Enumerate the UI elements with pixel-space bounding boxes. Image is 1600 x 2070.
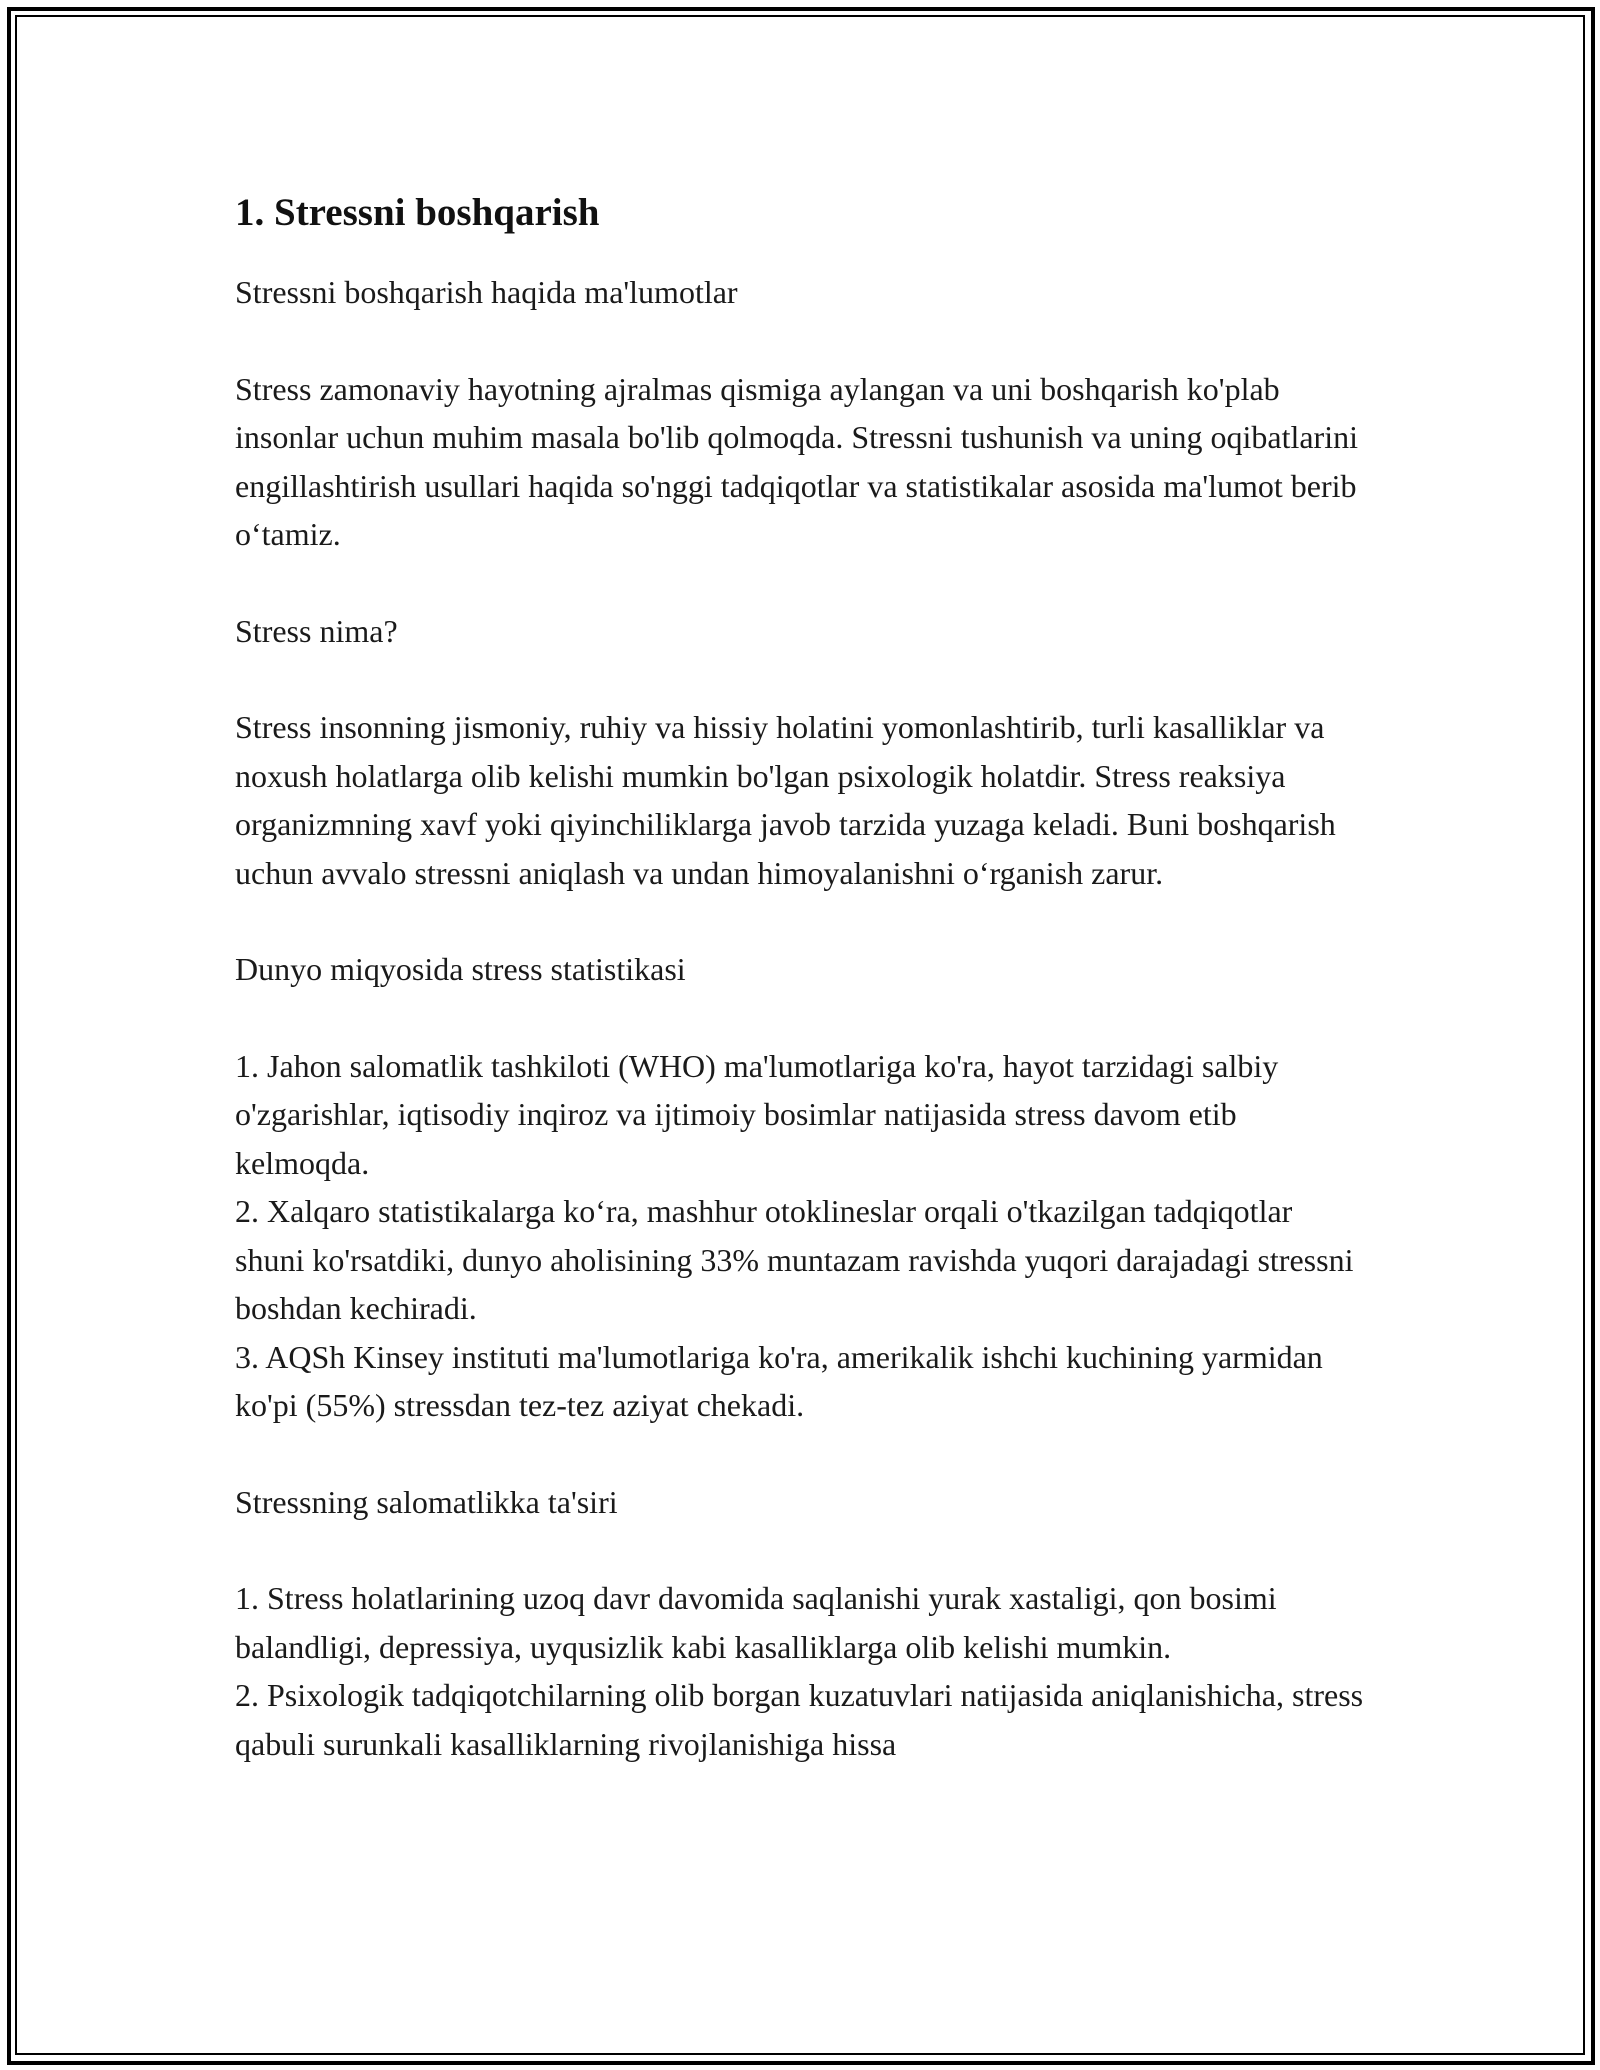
section-heading-stress-nima: Stress nima? [235, 612, 398, 649]
document-body [235, 188, 1365, 1816]
section-heading-statistics: Dunyo miqyosida stress statistikasi [235, 951, 686, 987]
health-effects-list [235, 1574, 1365, 1768]
list-item: 2. Xalqaro statistikalarga ko‘ra, mashhur otoklineslar orqali o'tkazilgan tadqiqotlar shuni ko'rsatdiki, dunyo aholisining 33% muntazam ravishda yuqori darajadagi stressni boshdan kechiradi. [235, 1193, 1354, 1326]
document-title: 1. Stressni boshqarish [235, 191, 600, 234]
list-item: 2. Psixologik tadqiqotchilarning olib borgan kuzatuvlari natijasida aniqlanishicha, stress qabuli surunkali kasalliklarning rivojlanishiga hissa [235, 1677, 1364, 1762]
intro-paragraph: Stress zamonaviy hayotning ajralmas qismiga aylangan va uni boshqarish ko'plab insonlar uchun muhim masala bo'lib qolmoqda. Stressni tushunish va uning oqibatlarini engillashtirish usullari haqida so'nggi tadqiqotlar va statistikalar asosida ma'lumot berib o‘tamiz. [235, 370, 1358, 552]
list-item: 3. AQSh Kinsey instituti ma'lumotlariga ko'ra, amerikalik ishchi kuchining yarmidan ko'pi (55%) stressdan tez-tez aziyat chekadi. [235, 1338, 1323, 1423]
document-subtitle: Stressni boshqarish haqida ma'lumotlar [235, 274, 738, 310]
list-item: 1. Stress holatlarining uzoq davr davomida saqlanishi yurak xastaligi, qon bosimi balandligi, depressiya, uyqusizlik kabi kasalliklarga olib kelishi mumkin. [235, 1580, 1277, 1665]
section-heading-health-effects: Stressning salomatlikka ta'siri [235, 1483, 618, 1520]
section-paragraph-stress-nima: Stress insonning jismoniy, ruhiy va hissiy holatini yomonlashtirib, turli kasalliklar va noxush holatlarga olib kelishi mumkin bo'lgan psixologik holatdir. Stress reaksiya organizmning xavf yoki qiyinchiliklarga javob tarzida yuzaga keladi. Buni boshqarish uchun avvalo stressni aniqlash va undan himoyalanishni o‘rganish zarur. [235, 709, 1336, 891]
list-item: 1. Jahon salomatlik tashkiloti (WHO) ma'lumotlariga ko'ra, hayot tarzidagi salbiy o'zgarishlar, iqtisodiy inqiroz va ijtimoiy bosimlar natijasida stress davom etib kelmoqda. [235, 1047, 1279, 1181]
statistics-list [235, 1042, 1365, 1430]
